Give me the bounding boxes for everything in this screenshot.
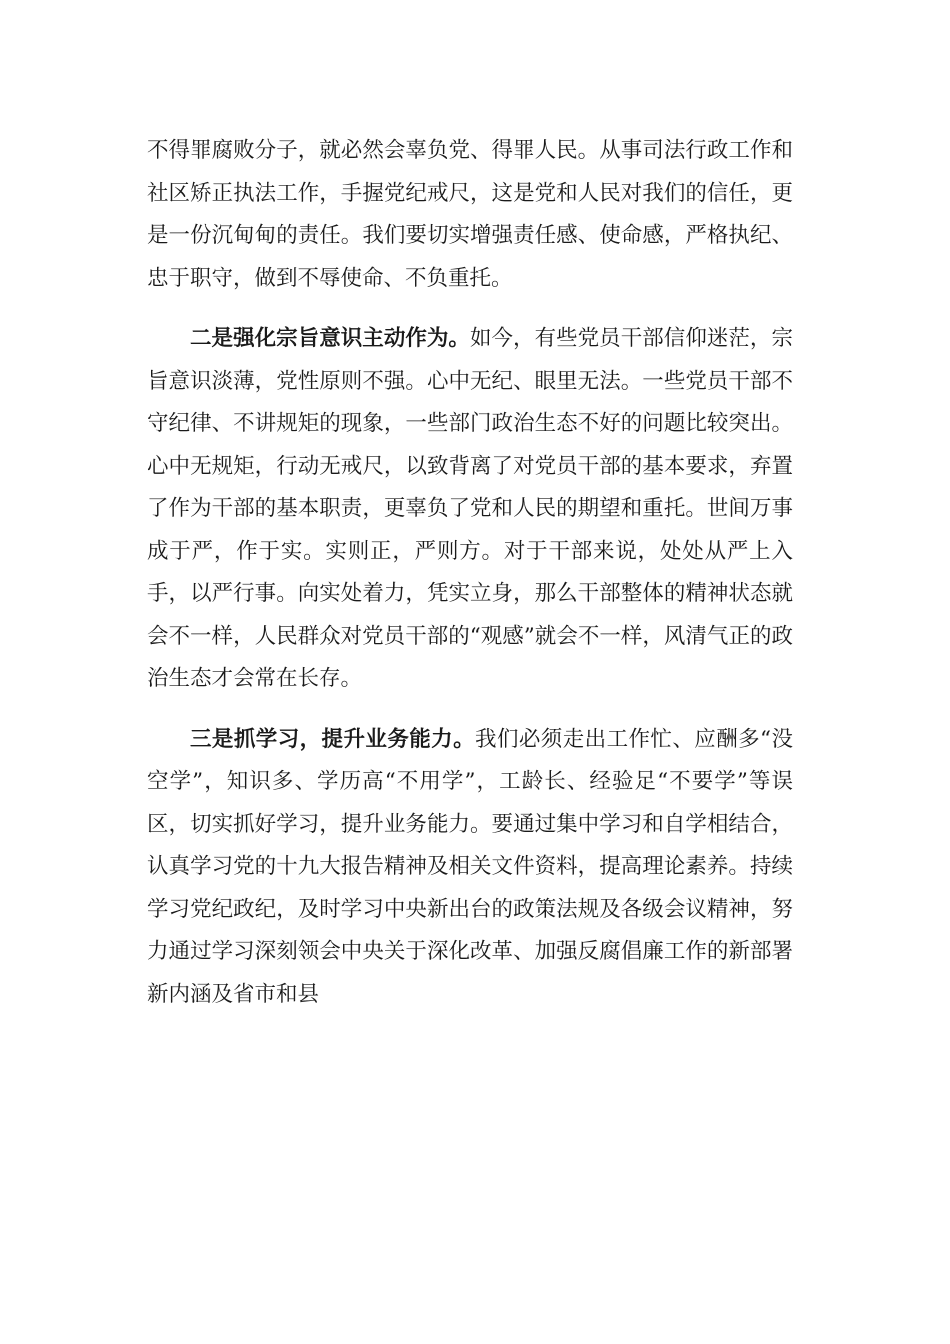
paragraph-2-lead: 二是强化宗旨意识主动作为。 (190, 326, 470, 351)
paragraph-2 (147, 318, 793, 701)
paragraph-3-text: 我们必须走出工作忙、应酬多“没空学”，知识多、学历高“不用学”，工龄长、经验足“不要学”等误区，切实抓好学习，提升业务能力。要通过集中学习和自学相结合，认真学习党的十九大报告精神及相关文件资料，提高理论素养。持续学习党纪政纪，及时学习中央新出台的政策法规及各级会议精神，努力通过学习深刻领会中央关于深化改革、加强反腐倡廉工作的新部署新内涵及省市和县 (147, 726, 793, 1007)
document-page (147, 130, 793, 1034)
paragraph-3 (147, 719, 793, 1017)
paragraph-1-text: 不得罪腐败分子，就必然会辜负党、得罪人民。从事司法行政工作和社区矫正执法工作，手握党纪戒尺，这是党和人民对我们的信任，更是一份沉甸甸的责任。我们要切实增强责任感、使命感，严格执纪、忠于职守，做到不辱使命、不负重托。 (147, 138, 793, 291)
paragraph-1 (147, 130, 793, 300)
paragraph-3-lead: 三是抓学习，提升业务能力。 (190, 726, 476, 752)
paragraph-2-text: 如今，有些党员干部信仰迷茫，宗旨意识淡薄，党性原则不强。心中无纪、眼里无法。一些党员干部不守纪律、不讲规矩的现象，一些部门政治生态不好的问题比较突出。心中无规矩，行动无戒尺，以致背离了对党员干部的基本要求，弃置了作为干部的基本职责，更辜负了党和人民的期望和重托。世间万事成于严，作于实。实则正，严则方。对于干部来说，处处从严上入手，以严行事。向实处着力，凭实立身，那么干部整体的精神状态就会不一样，人民群众对党员干部的“观感”就会不一样，风清气正的政治生态才会常在长存。 (147, 326, 793, 691)
